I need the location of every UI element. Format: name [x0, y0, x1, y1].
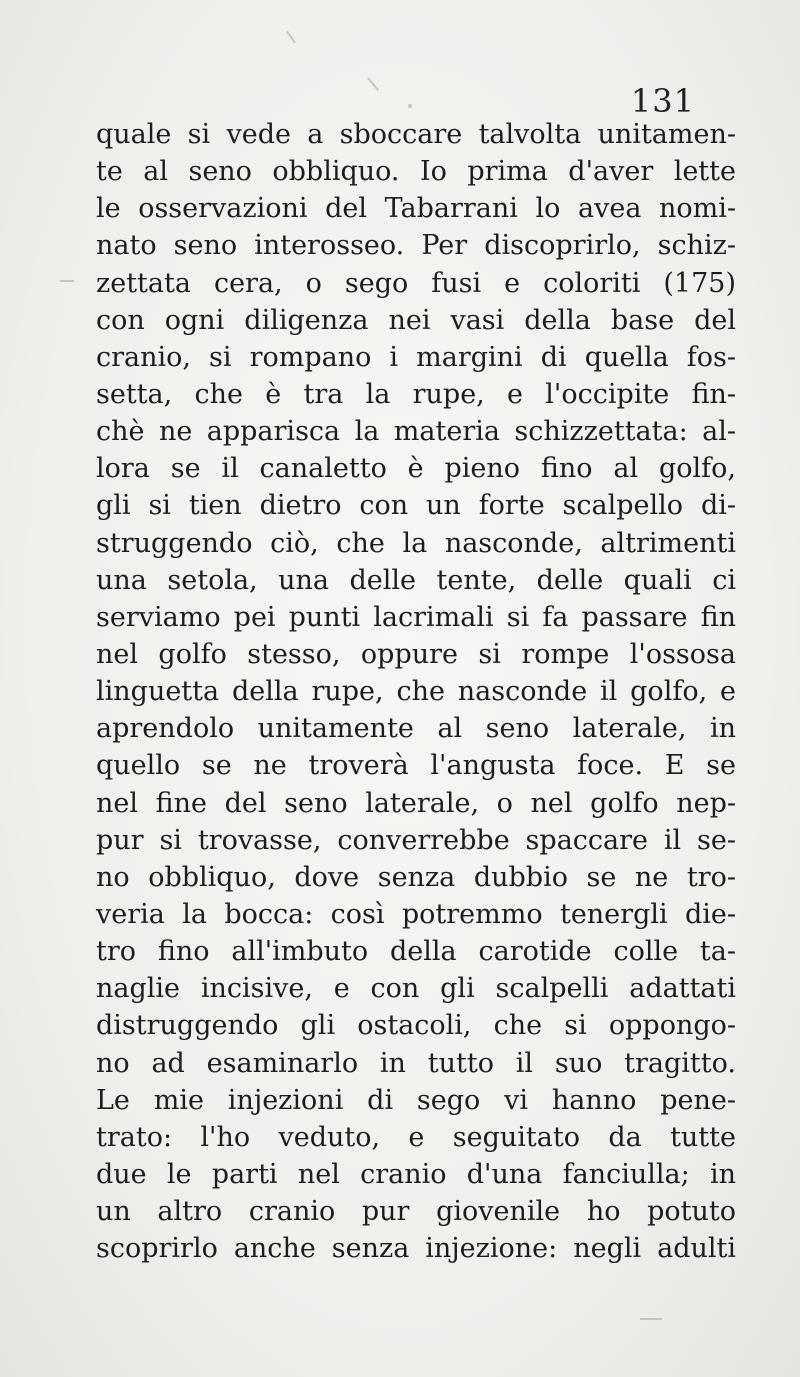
- text-line: lora se il canaletto è pieno fino al golfo,: [96, 453, 736, 485]
- text-line: nel golfo stesso, oppure si rompe l'ossosa: [96, 638, 736, 670]
- text-line: quello se ne troverà l'angusta foce. E se: [96, 750, 736, 782]
- text-line: un altro cranio pur giovenile ho potuto: [96, 1196, 736, 1228]
- text-line: cranio, si rompano i margini di quella fos-: [96, 341, 736, 373]
- text-line: naglie incisive, e con gli scalpelli adattati: [96, 973, 736, 1005]
- text-line: veria la bocca: così potremmo tenergli die-: [96, 898, 736, 930]
- text-line: gli si tien dietro con un forte scalpello di-: [96, 490, 736, 522]
- text-line: le osservazioni del Tabarrani lo avea nomi-: [96, 193, 736, 225]
- text-line: pur si trovasse, converrebbe spaccare il se-: [96, 824, 736, 856]
- text-line: con ogni diligenza nei vasi della base del: [96, 304, 736, 336]
- page-number: 131: [630, 82, 695, 120]
- text-line: nato seno interosseo. Per discoprirlo, schiz-: [96, 230, 736, 262]
- text-line: tro fino all'imbuto della carotide colle ta-: [96, 936, 736, 968]
- text-line: una setola, una delle tente, delle quali ci: [96, 564, 736, 596]
- text-line: te al seno obbliquo. Io prima d'aver lette: [96, 156, 736, 188]
- text-line: due le parti nel cranio d'una fanciulla; in: [96, 1158, 736, 1190]
- paper-speck: [367, 77, 379, 91]
- paper-speck: [286, 31, 296, 44]
- text-line: no obbliquo, dove senza dubbio se ne tro-: [96, 861, 736, 893]
- text-line: linguetta della rupe, che nasconde il golfo, e: [96, 676, 736, 708]
- text-line: quale si vede a sboccare talvolta unitamen-: [96, 119, 736, 150]
- text-line: trato: l'ho veduto, e seguitato da tutte: [96, 1121, 736, 1153]
- text-line: struggendo ciò, che la nasconde, altrimenti: [96, 527, 736, 559]
- text-line: setta, che è tra la rupe, e l'occipite fin-: [96, 378, 736, 410]
- text-line: zettata cera, o sego fusi e coloriti (175): [96, 267, 736, 299]
- text-line: Le mie injezioni di sego vi hanno pene-: [96, 1084, 736, 1116]
- text-line: distruggendo gli ostacoli, che si oppongo-: [96, 1010, 736, 1042]
- text-line: scoprirlo anche senza injezione: negli adulti: [96, 1233, 736, 1265]
- text-line: no ad esaminarlo in tutto il suo tragitto.: [96, 1047, 736, 1079]
- paper-speck: [640, 1318, 662, 1320]
- text-line: serviamo pei punti lacrimali si fa passare fin: [96, 601, 736, 633]
- paper-speck: [408, 104, 412, 108]
- text-line: aprendolo unitamente al seno laterale, in: [96, 713, 736, 745]
- paper-speck: [60, 280, 74, 282]
- text-line: chè ne apparisca la materia schizzettata: al-: [96, 416, 736, 448]
- text-line: nel fine del seno laterale, o nel golfo nep-: [96, 787, 736, 819]
- body-text: [96, 116, 736, 1267]
